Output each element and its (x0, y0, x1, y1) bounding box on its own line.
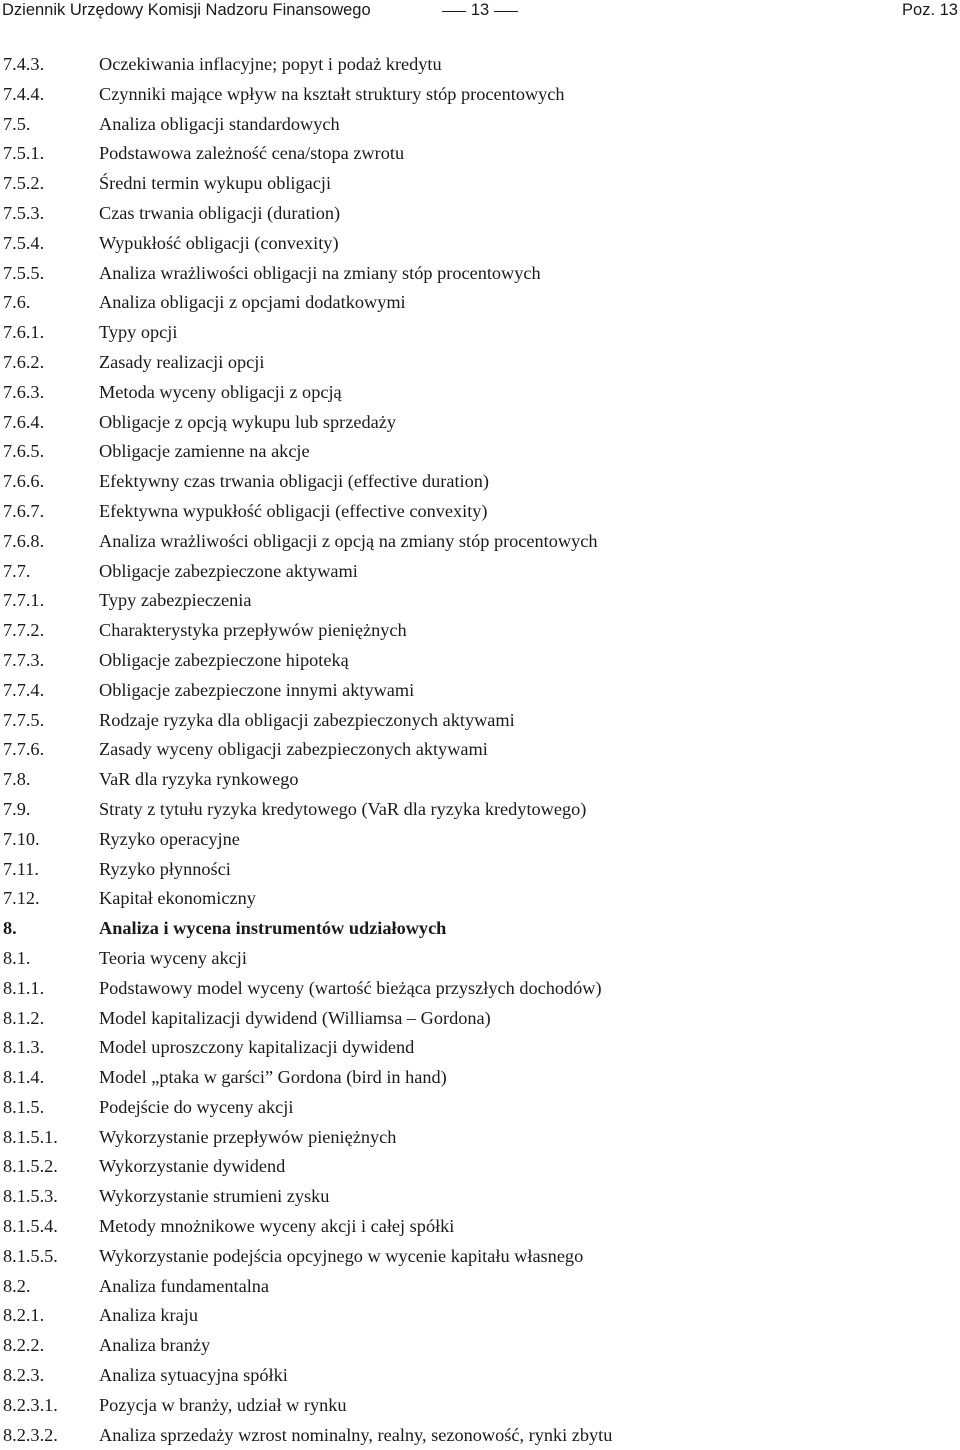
toc-entry-title: Oczekiwania inflacyjne; popyt i podaż kredytu (99, 54, 442, 74)
toc-entry-title: Typy zabezpieczenia (99, 590, 252, 611)
toc-entry-number: 8.2.3. (3, 1365, 45, 1386)
toc-entry-title: Czynniki mające wpływ na kształt struktury stóp procentowych (99, 83, 565, 104)
toc-entry (0, 318, 960, 348)
toc-entry (0, 1272, 960, 1302)
page-number: 13 (470, 1, 490, 19)
toc-entry-title: Podejście do wyceny akcji (99, 1096, 294, 1117)
toc-entry (0, 676, 960, 706)
toc-entry-title: Analiza wrażliwości obligacji na zmiany stóp procentowych (99, 262, 541, 283)
toc-entry-title: Analiza fundamentalna (99, 1275, 270, 1296)
toc-entry (0, 50, 960, 80)
toc-entry-title: Podstawowy model wyceny (wartość bieżąca przyszłych dochodów) (99, 977, 602, 998)
toc-entry (0, 884, 960, 914)
toc-entry-number: 7.6. (3, 292, 31, 313)
toc-entry-title: Średni termin wykupu obligacji (99, 173, 332, 194)
toc-entry (0, 139, 960, 169)
toc-entry-title: Metoda wyceny obligacji z opcją (99, 381, 342, 402)
toc-entry-title: Efektywny czas trwania obligacji (effective duration) (99, 471, 490, 492)
toc-entry-number: 7.6.5. (3, 441, 45, 462)
toc-entry-title: Podstawowa zależność cena/stopa zwrotu (99, 143, 405, 164)
toc-entry-title: Model „ptaka w garści” Gordona (bird in hand) (99, 1067, 447, 1088)
toc-entry-title: Wykorzystanie strumieni zysku (99, 1186, 330, 1207)
toc-entry (0, 1093, 960, 1123)
toc-entry (0, 1033, 960, 1063)
toc-entry-title: Wypukłość obligacji (convexity) (99, 232, 339, 253)
toc-entry-number: 8.1.5. (3, 1096, 45, 1117)
toc-entry-number: 8.1.5.5. (3, 1245, 58, 1266)
toc-entry-title: Wykorzystanie przepływów pieniężnych (99, 1126, 397, 1147)
toc-entry (0, 229, 960, 259)
toc-entry-number: 7.7.3. (3, 649, 45, 670)
toc-entry-title: Rodzaje ryzyka dla obligacji zabezpieczonych aktywami (99, 709, 515, 730)
toc-entry (0, 1182, 960, 1212)
toc-entry-number: 7.7.6. (3, 739, 45, 760)
toc-entry-title: Ryzyko płynności (99, 858, 231, 879)
toc-entry (0, 527, 960, 557)
toc-entry-title: Kapitał ekonomiczny (99, 888, 256, 909)
toc-entry-number: 7.11. (3, 858, 39, 879)
toc-entry-title: Obligacje zabezpieczone innymi aktywami (99, 679, 415, 700)
toc-entry-number: 7.5.1. (3, 143, 45, 164)
toc-entry (0, 586, 960, 616)
toc-entry-number: 8.1. (3, 947, 31, 968)
toc-entry-number: 7.4.3. (3, 54, 45, 74)
page-number-dash-right (494, 11, 518, 12)
toc-entry-title: Analiza sprzedaży wzrost nominalny, realny, sezonowość, rynki zbytu (99, 1424, 613, 1445)
toc-entry (0, 706, 960, 736)
toc-entry (0, 1301, 960, 1331)
toc-entry (0, 795, 960, 825)
toc-entry-number: 7.7.4. (3, 679, 45, 700)
toc-entry (0, 1242, 960, 1272)
toc-entry (0, 1152, 960, 1182)
toc-entry (0, 944, 960, 974)
toc-entry-number: 7.9. (3, 798, 31, 819)
toc-entry-title: Wykorzystanie podejścia opcyjnego w wycenie kapitału własnego (99, 1245, 584, 1266)
toc-entry-number: 7.10. (3, 828, 40, 849)
toc-entry-title: Teoria wyceny akcji (99, 947, 247, 968)
toc-entry-title: Analiza i wycena instrumentów udziałowych (99, 918, 447, 939)
toc-entry-title: Analiza obligacji z opcjami dodatkowymi (99, 292, 406, 313)
toc-entry-number: 8. (3, 918, 17, 939)
toc-entry-title: Analiza obligacji standardowych (99, 113, 340, 134)
toc-entry (0, 259, 960, 289)
toc-entry-number: 8.1.5.4. (3, 1216, 58, 1237)
toc-entry-title: Pozycja w branży, udział w rynku (99, 1394, 347, 1415)
toc-entry-number: 8.1.3. (3, 1037, 45, 1058)
toc-entry (0, 1421, 960, 1450)
toc-entry-number: 7.5. (3, 113, 31, 134)
toc-entry-number: 8.2.3.2. (3, 1424, 58, 1445)
toc-entry (0, 199, 960, 229)
toc-entry (0, 765, 960, 795)
toc-entry-title: Obligacje z opcją wykupu lub sprzedaży (99, 411, 396, 432)
toc-entry-number: 7.8. (3, 769, 31, 790)
toc-entry (0, 1004, 960, 1034)
toc-entry-number: 7.12. (3, 888, 40, 909)
toc-entry-number: 7.4.4. (3, 83, 45, 104)
toc-entry-title: Model uproszczony kapitalizacji dywidend (99, 1037, 415, 1058)
toc-entry-number: 8.2.1. (3, 1305, 45, 1326)
toc-entry-title: Charakterystyka przepływów pieniężnych (99, 620, 407, 641)
toc-entry-number: 7.6.2. (3, 351, 45, 372)
toc-entry (0, 467, 960, 497)
toc-entry (0, 437, 960, 467)
toc-entry (0, 378, 960, 408)
position-label: Poz. 13 (902, 1, 958, 19)
page-header (0, 0, 960, 24)
toc-entry-number: 8.1.2. (3, 1007, 45, 1028)
toc-entry-title: Analiza wrażliwości obligacji z opcją na zmiany stóp procentowych (99, 530, 598, 551)
toc-entry-number: 8.2. (3, 1275, 31, 1296)
publication-title: Dziennik Urzędowy Komisji Nadzoru Finansowego (2, 1, 371, 19)
toc-entry-title: Model kapitalizacji dywidend (Williamsa – Gordona) (99, 1007, 491, 1028)
toc-entry (0, 1123, 960, 1153)
toc-entry-title: Czas trwania obligacji (duration) (99, 202, 341, 223)
toc-entry (0, 557, 960, 587)
toc-entry-number: 7.6.7. (3, 500, 45, 521)
toc-entry (0, 735, 960, 765)
toc-entry-number: 7.6.3. (3, 381, 45, 402)
toc-entry-title: VaR dla ryzyka rynkowego (99, 769, 299, 790)
toc-entry-number: 8.2.3.1. (3, 1394, 58, 1415)
toc-entry-number: 7.7.1. (3, 590, 45, 611)
toc-entry-number: 8.2.2. (3, 1335, 45, 1356)
toc-entry-number: 7.6.4. (3, 411, 45, 432)
toc-entry (0, 348, 960, 378)
toc-entry-title: Analiza sytuacyjna spółki (99, 1365, 288, 1386)
toc-entry-title: Zasady realizacji opcji (99, 351, 265, 372)
toc-entry (0, 646, 960, 676)
toc-entry-number: 7.5.5. (3, 262, 45, 283)
toc-entry (0, 110, 960, 140)
toc-entry (0, 974, 960, 1004)
toc-entry (0, 1331, 960, 1361)
toc-entry-number: 7.7.5. (3, 709, 45, 730)
toc-entry (0, 914, 960, 944)
toc-entry-number: 7.5.3. (3, 202, 45, 223)
toc-entry-title: Analiza kraju (99, 1305, 198, 1326)
toc-entry (0, 616, 960, 646)
toc-entry-title: Obligacje zabezpieczone aktywami (99, 560, 358, 581)
toc-entry-number: 7.6.1. (3, 322, 45, 343)
toc-entry-number: 8.1.5.3. (3, 1186, 58, 1207)
toc-entry-title: Obligacje zabezpieczone hipoteką (99, 649, 349, 670)
toc-entry-number: 7.7. (3, 560, 31, 581)
toc-entry-title: Ryzyko operacyjne (99, 828, 240, 849)
toc-entry (0, 1063, 960, 1093)
toc-entry-number: 7.5.4. (3, 232, 45, 253)
toc-entry (0, 1361, 960, 1391)
toc-entry (0, 288, 960, 318)
toc-entry (0, 169, 960, 199)
toc-entry-number: 8.1.1. (3, 977, 45, 998)
toc-entry (0, 855, 960, 885)
toc-entry-title: Zasady wyceny obligacji zabezpieczonych aktywami (99, 739, 488, 760)
toc-entry (0, 1212, 960, 1242)
toc-entry-number: 7.7.2. (3, 620, 45, 641)
toc-entry-title: Metody mnożnikowe wyceny akcji i całej spółki (99, 1216, 455, 1237)
toc-entry (0, 497, 960, 527)
toc-entry-number: 7.5.2. (3, 173, 45, 194)
toc-entry-title: Efektywna wypukłość obligacji (effective convexity) (99, 500, 488, 521)
toc-entry-title: Analiza branży (99, 1335, 211, 1356)
toc-entry-number: 8.1.5.2. (3, 1156, 58, 1177)
toc-entry-title: Wykorzystanie dywidend (99, 1156, 286, 1177)
toc-entry-number: 7.6.8. (3, 530, 45, 551)
toc-entry-title: Straty z tytułu ryzyka kredytowego (VaR dla ryzyka kredytowego) (99, 798, 587, 819)
toc-entry (0, 80, 960, 110)
toc-entry-title: Obligacje zamienne na akcje (99, 441, 310, 462)
toc-entry (0, 408, 960, 438)
toc-entry (0, 825, 960, 855)
toc-entry-number: 7.6.6. (3, 471, 45, 492)
toc-entry-number: 8.1.5.1. (3, 1126, 58, 1147)
toc-entry-number: 8.1.4. (3, 1067, 45, 1088)
table-of-contents (0, 50, 960, 1450)
toc-entry (0, 1391, 960, 1421)
toc-entry-title: Typy opcji (99, 322, 178, 343)
